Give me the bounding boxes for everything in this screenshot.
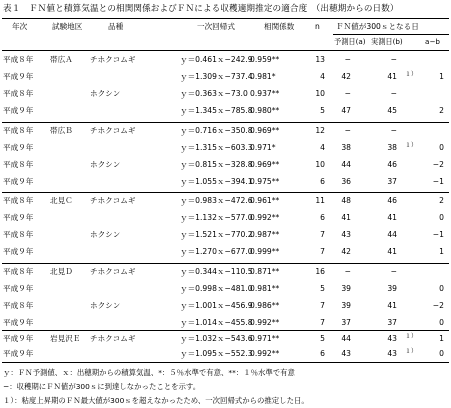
cell-year: 平成８年 <box>3 196 34 205</box>
cell-year: 平成９年 <box>3 213 34 222</box>
cell-variety: ホクシン <box>90 89 121 98</box>
header-actual: 実測日(b) <box>371 37 403 46</box>
group-divider <box>2 122 449 123</box>
cell-actual: − <box>390 55 397 64</box>
cell-footnote-mark: １） <box>405 348 418 355</box>
cell-year: 平成９年 <box>3 349 34 358</box>
cell-coef: 0.969** <box>250 126 280 135</box>
cell-actual: − <box>390 89 397 98</box>
cell-diff: −1 <box>432 230 444 239</box>
cell-diff: −2 <box>432 160 444 169</box>
cell-n: 6 <box>320 349 325 358</box>
cell-diff: −2 <box>432 301 444 310</box>
cell-year: 平成８年 <box>3 267 34 276</box>
cell-year: 平成９年 <box>3 284 34 293</box>
header-n: n <box>315 22 320 31</box>
cell-year: 平成８年 <box>3 230 34 239</box>
cell-coef: 0.871** <box>250 267 280 276</box>
header-site: 試験地区 <box>52 22 83 31</box>
header-coef: 相関係数 <box>264 22 295 31</box>
cell-year: 平成８年 <box>3 301 34 310</box>
cell-footnote-mark: １） <box>405 142 418 149</box>
cell-n: 13 <box>315 55 325 64</box>
cell-diff: 1 <box>439 334 444 343</box>
cell-variety: チホクコムギ <box>90 267 136 276</box>
footnote: −：収穫期にＦＮ値が300ｓに到達しなかったことを示す。 <box>3 382 201 391</box>
cell-coef: 0.999** <box>250 247 280 256</box>
cell-site: 北見Ｄ <box>50 267 73 276</box>
cell-actual: 46 <box>387 160 397 169</box>
cell-coef: 0.981* <box>250 72 276 81</box>
cell-diff: 1 <box>439 72 444 81</box>
cell-actual: 41 <box>387 301 397 310</box>
table-title: 表１ ＦＮ値と積算気温との相関関係およびＦＮによる収穫適期推定の適合度 （出穂期からの日数） <box>3 4 399 14</box>
cell-predicted: − <box>344 89 351 98</box>
cell-variety: チホクコムギ <box>90 55 136 64</box>
group-divider <box>2 192 449 193</box>
cell-coef: 0.992** <box>250 318 280 327</box>
cell-n: 5 <box>320 334 325 343</box>
cell-regression: ｙ＝0.363ｘ−73.0 <box>180 89 248 98</box>
cell-regression: ｙ＝0.998ｘ−481.0 <box>180 284 253 293</box>
header-bottom-rule <box>2 50 449 51</box>
cell-predicted: 44 <box>341 160 351 169</box>
cell-coef: 0.975** <box>250 177 280 186</box>
group-divider <box>2 263 449 264</box>
cell-year: 平成９年 <box>3 177 34 186</box>
cell-n: 7 <box>320 301 325 310</box>
header-year: 年次 <box>12 22 28 31</box>
cell-year: 平成９年 <box>3 318 34 327</box>
cell-year: 平成８年 <box>3 55 34 64</box>
cell-variety: チホクコムギ <box>90 126 136 135</box>
cell-site: 岩見沢Ｅ <box>50 334 81 343</box>
cell-n: 5 <box>320 106 325 115</box>
cell-variety: チホクコムギ <box>90 334 136 343</box>
footnote: １）：粘度上昇期のＦＮ最大値が300ｓを超えなかったため、一次回帰式からの推定した日。 <box>3 396 309 405</box>
cell-coef: 0.969** <box>250 160 280 169</box>
cell-n: 11 <box>315 196 325 205</box>
cell-actual: 38 <box>387 143 397 152</box>
cell-regression: ｙ＝1.032ｘ−543.6 <box>180 334 253 343</box>
cell-regression: ｙ＝0.461ｘ−242.9 <box>180 55 253 64</box>
cell-diff: 0 <box>439 349 444 358</box>
cell-predicted: 47 <box>341 106 351 115</box>
cell-year: 平成９年 <box>3 72 34 81</box>
cell-predicted: 43 <box>341 230 351 239</box>
cell-footnote-mark: １） <box>405 71 418 78</box>
cell-actual: 41 <box>387 247 397 256</box>
cell-actual: 41 <box>387 213 397 222</box>
cell-n: 12 <box>315 126 325 135</box>
cell-regression: ｙ＝1.270ｘ−677.0 <box>180 247 253 256</box>
cell-n: 10 <box>315 160 325 169</box>
cell-variety: ホクシン <box>90 160 121 169</box>
cell-diff: −1 <box>432 177 444 186</box>
cell-year: 平成８年 <box>3 89 34 98</box>
header-fn-group: ＦＮ値が300ｓとなる日 <box>336 22 419 31</box>
cell-coef: 0.961** <box>250 196 280 205</box>
cell-coef: 0.937** <box>250 89 280 98</box>
cell-predicted: 41 <box>341 213 351 222</box>
cell-year: 平成８年 <box>3 126 34 135</box>
cell-year: 平成９年 <box>3 334 34 343</box>
cell-predicted: 36 <box>341 177 351 186</box>
footnote: ｙ：ＦＮ予測値、ｘ：出穂期からの積算気温、*：５％水準で有意、**：１％水準で有意 <box>3 368 295 377</box>
header-variety: 品種 <box>108 22 124 31</box>
header-diff: a−b <box>425 37 440 46</box>
cell-actual: − <box>390 267 397 276</box>
cell-predicted: 42 <box>341 247 351 256</box>
cell-actual: 39 <box>387 284 397 293</box>
group-divider <box>2 330 449 331</box>
cell-regression: ｙ＝1.055ｘ−394.1 <box>180 177 253 186</box>
cell-year: 平成９年 <box>3 106 34 115</box>
cell-n: 10 <box>315 89 325 98</box>
cell-regression: ｙ＝0.815ｘ−328.8 <box>180 160 253 169</box>
cell-year: 平成８年 <box>3 160 34 169</box>
cell-variety: ホクシン <box>90 301 121 310</box>
cell-predicted: 44 <box>341 334 351 343</box>
cell-year: 平成９年 <box>3 247 34 256</box>
cell-site: 帯広Ａ <box>50 55 73 64</box>
cell-regression: ｙ＝0.716ｘ−350.8 <box>180 126 253 135</box>
cell-variety: チホクコムギ <box>90 196 136 205</box>
cell-predicted: 43 <box>341 349 351 358</box>
cell-diff: 0 <box>439 284 444 293</box>
cell-n: 6 <box>320 177 325 186</box>
cell-coef: 0.992** <box>250 349 280 358</box>
cell-predicted: − <box>344 267 351 276</box>
cell-diff: 1 <box>439 247 444 256</box>
cell-regression: ｙ＝1.315ｘ−603.3 <box>180 143 253 152</box>
cell-actual: 37 <box>387 177 397 186</box>
cell-n: 4 <box>320 143 325 152</box>
cell-site: 帯広Ｂ <box>50 126 73 135</box>
cell-coef: 0.986** <box>250 301 280 310</box>
cell-coef: 0.987** <box>250 230 280 239</box>
cell-regression: ｙ＝1.345ｘ−785.8 <box>180 106 253 115</box>
cell-regression: ｙ＝1.014ｘ−455.8 <box>180 318 253 327</box>
cell-predicted: 39 <box>341 301 351 310</box>
cell-coef: 0.980** <box>250 106 280 115</box>
cell-diff: 2 <box>439 106 444 115</box>
cell-predicted: − <box>344 126 351 135</box>
cell-coef: 0.981** <box>250 284 280 293</box>
cell-predicted: − <box>344 55 351 64</box>
cell-actual: 37 <box>387 318 397 327</box>
cell-n: 5 <box>320 284 325 293</box>
cell-coef: 0.959** <box>250 55 280 64</box>
cell-regression: ｙ＝0.983ｘ−472.6 <box>180 196 253 205</box>
cell-actual: 45 <box>387 106 397 115</box>
cell-predicted: 48 <box>341 196 351 205</box>
header-regression: 一次回帰式 <box>197 22 235 31</box>
cell-regression: ｙ＝0.344ｘ−110.5 <box>180 267 253 276</box>
cell-n: 16 <box>315 267 325 276</box>
cell-regression: ｙ＝1.132ｘ−577.0 <box>180 213 253 222</box>
cell-predicted: 42 <box>341 72 351 81</box>
cell-n: 7 <box>320 247 325 256</box>
table-bottom-rule <box>2 362 449 363</box>
table-top-rule <box>2 18 449 19</box>
cell-coef: 0.992** <box>250 213 280 222</box>
cell-year: 平成９年 <box>3 143 34 152</box>
cell-actual: 46 <box>387 196 397 205</box>
cell-site: 北見Ｃ <box>50 196 73 205</box>
cell-actual: 44 <box>387 230 397 239</box>
cell-n: 7 <box>320 318 325 327</box>
cell-regression: ｙ＝1.001ｘ−456.9 <box>180 301 253 310</box>
header-predicted: 予測日(a) <box>334 37 366 46</box>
cell-footnote-mark: １） <box>405 333 418 340</box>
cell-predicted: 39 <box>341 284 351 293</box>
cell-regression: ｙ＝1.095ｘ−552.3 <box>180 349 253 358</box>
cell-diff: 0 <box>439 318 444 327</box>
cell-regression: ｙ＝1.309ｘ−737.4 <box>180 72 253 81</box>
cell-coef: 0.971* <box>250 143 276 152</box>
cell-actual: 41 <box>387 72 397 81</box>
cell-predicted: 38 <box>341 143 351 152</box>
cell-diff: 0 <box>439 143 444 152</box>
cell-actual: 43 <box>387 349 397 358</box>
cell-regression: ｙ＝1.521ｘ−770.2 <box>180 230 253 239</box>
header-group-rule <box>333 34 449 35</box>
cell-actual: − <box>390 126 397 135</box>
cell-diff: 0 <box>439 213 444 222</box>
cell-n: 6 <box>320 213 325 222</box>
cell-variety: ホクシン <box>90 230 121 239</box>
cell-actual: 43 <box>387 334 397 343</box>
cell-n: 4 <box>320 72 325 81</box>
cell-n: 7 <box>320 230 325 239</box>
cell-diff: 2 <box>439 196 444 205</box>
cell-coef: 0.971** <box>250 334 280 343</box>
cell-predicted: 37 <box>341 318 351 327</box>
